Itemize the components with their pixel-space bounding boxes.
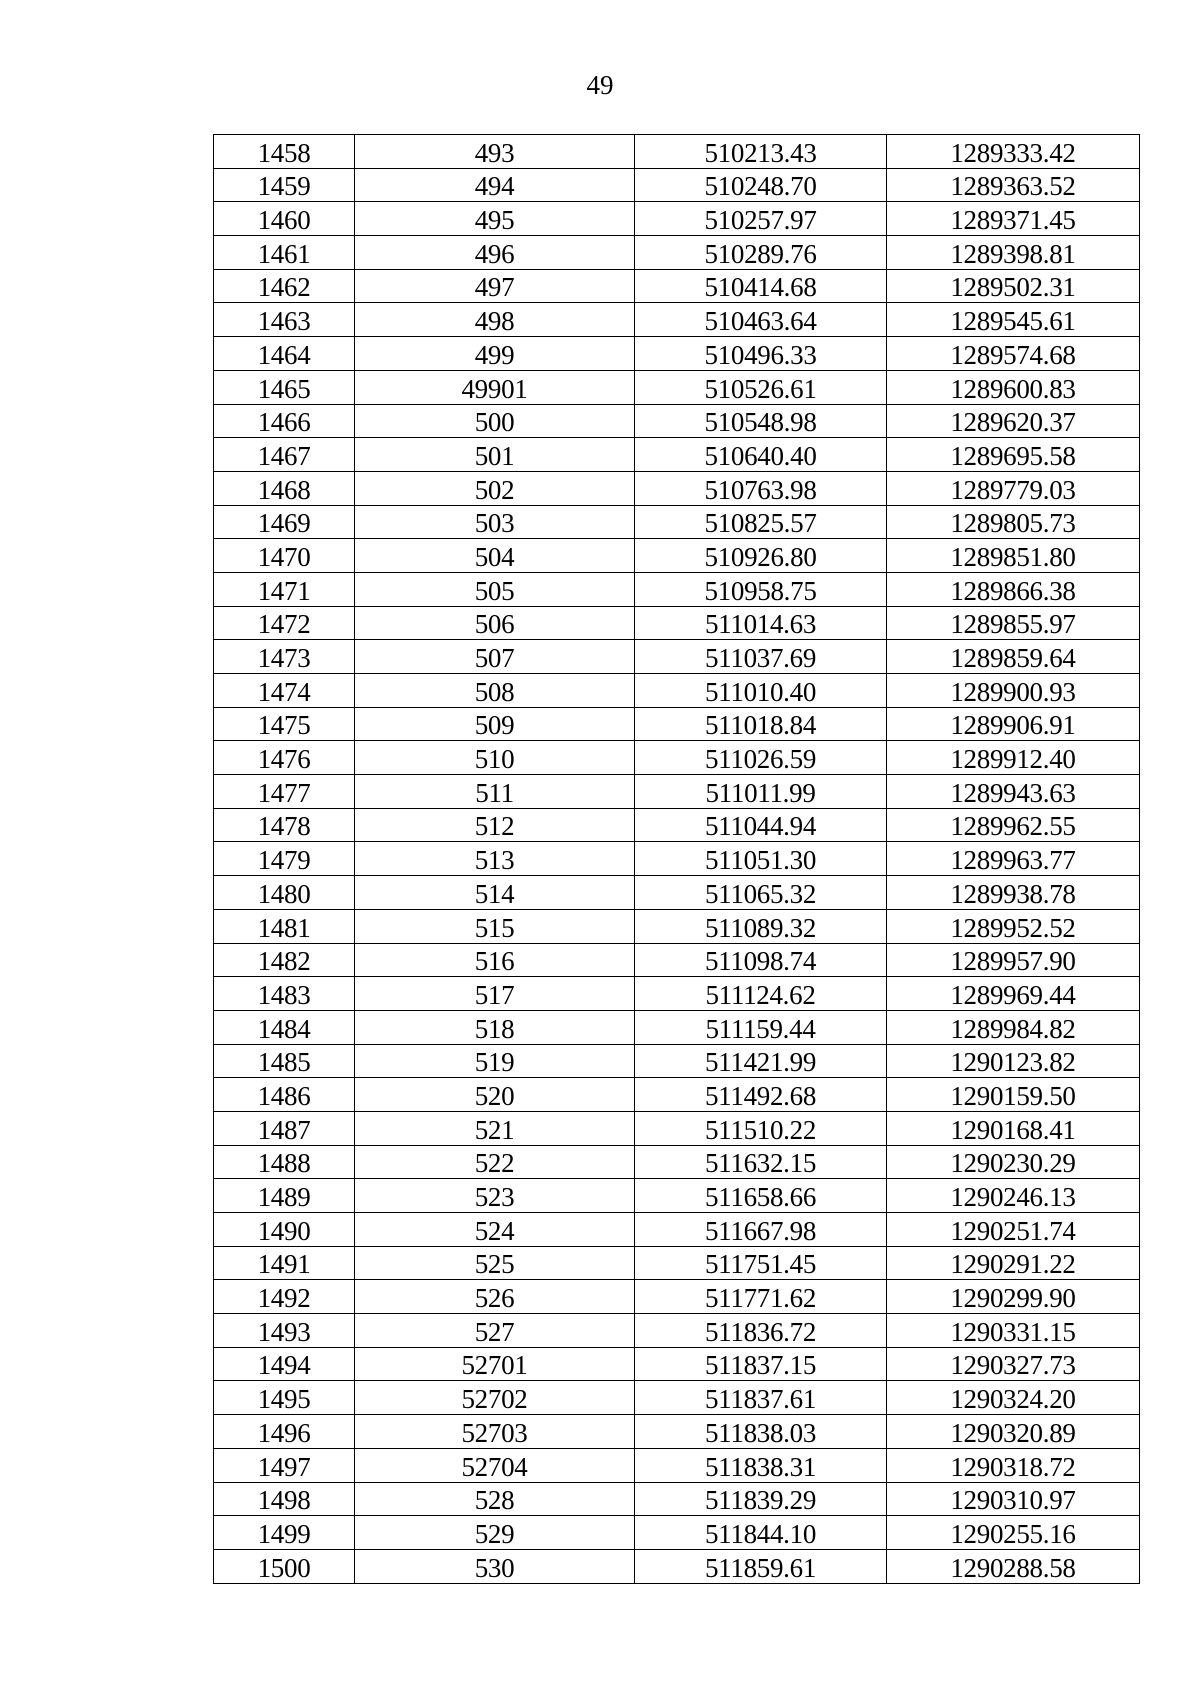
row-number-cell: 1465 <box>214 370 355 404</box>
x-coordinate-cell: 510640.40 <box>635 438 887 472</box>
row-number-cell: 1466 <box>214 404 355 438</box>
point-number-cell: 52703 <box>355 1415 635 1449</box>
table-row <box>214 876 1140 910</box>
row-number-cell: 1488 <box>214 1145 355 1179</box>
table-row <box>214 1280 1140 1314</box>
x-coordinate-cell: 511051.30 <box>635 842 887 876</box>
row-number-cell: 1493 <box>214 1314 355 1348</box>
table-row <box>214 135 1140 169</box>
y-coordinate-cell: 1289912.40 <box>887 741 1140 775</box>
point-number-cell: 501 <box>355 438 635 472</box>
x-coordinate-cell: 511159.44 <box>635 1010 887 1044</box>
y-coordinate-cell: 1290251.74 <box>887 1213 1140 1247</box>
y-coordinate-cell: 1289906.91 <box>887 707 1140 741</box>
table-row <box>214 236 1140 270</box>
y-coordinate-cell: 1289900.93 <box>887 674 1140 708</box>
row-number-cell: 1472 <box>214 606 355 640</box>
table-row <box>214 539 1140 573</box>
row-number-cell: 1496 <box>214 1415 355 1449</box>
point-number-cell: 519 <box>355 1044 635 1078</box>
point-number-cell: 502 <box>355 471 635 505</box>
row-number-cell: 1474 <box>214 674 355 708</box>
x-coordinate-cell: 511839.29 <box>635 1482 887 1516</box>
row-number-cell: 1483 <box>214 977 355 1011</box>
table-row <box>214 1415 1140 1449</box>
row-number-cell: 1480 <box>214 876 355 910</box>
table-row <box>214 1516 1140 1550</box>
y-coordinate-cell: 1289695.58 <box>887 438 1140 472</box>
row-number-cell: 1484 <box>214 1010 355 1044</box>
x-coordinate-cell: 511026.59 <box>635 741 887 775</box>
row-number-cell: 1494 <box>214 1347 355 1381</box>
point-number-cell: 528 <box>355 1482 635 1516</box>
row-number-cell: 1482 <box>214 943 355 977</box>
row-number-cell: 1497 <box>214 1448 355 1482</box>
point-number-cell: 507 <box>355 640 635 674</box>
point-number-cell: 503 <box>355 505 635 539</box>
x-coordinate-cell: 511065.32 <box>635 876 887 910</box>
y-coordinate-cell: 1290291.22 <box>887 1246 1140 1280</box>
y-coordinate-cell: 1289957.90 <box>887 943 1140 977</box>
x-coordinate-cell: 510289.76 <box>635 236 887 270</box>
table-row <box>214 269 1140 303</box>
row-number-cell: 1489 <box>214 1179 355 1213</box>
point-number-cell: 524 <box>355 1213 635 1247</box>
row-number-cell: 1473 <box>214 640 355 674</box>
table-row <box>214 977 1140 1011</box>
x-coordinate-cell: 511844.10 <box>635 1516 887 1550</box>
x-coordinate-cell: 510463.64 <box>635 303 887 337</box>
x-coordinate-cell: 510213.43 <box>635 135 887 169</box>
table-row <box>214 775 1140 809</box>
y-coordinate-cell: 1290310.97 <box>887 1482 1140 1516</box>
x-coordinate-cell: 510958.75 <box>635 572 887 606</box>
x-coordinate-cell: 511838.03 <box>635 1415 887 1449</box>
y-coordinate-cell: 1289333.42 <box>887 135 1140 169</box>
point-number-cell: 511 <box>355 775 635 809</box>
point-number-cell: 498 <box>355 303 635 337</box>
x-coordinate-cell: 511632.15 <box>635 1145 887 1179</box>
table-row <box>214 438 1140 472</box>
x-coordinate-cell: 510248.70 <box>635 168 887 202</box>
point-number-cell: 494 <box>355 168 635 202</box>
x-coordinate-cell: 511771.62 <box>635 1280 887 1314</box>
table-row <box>214 943 1140 977</box>
y-coordinate-cell: 1289859.64 <box>887 640 1140 674</box>
table-row <box>214 1246 1140 1280</box>
x-coordinate-cell: 510526.61 <box>635 370 887 404</box>
point-number-cell: 512 <box>355 808 635 842</box>
x-coordinate-cell: 511667.98 <box>635 1213 887 1247</box>
x-coordinate-cell: 511658.66 <box>635 1179 887 1213</box>
table-row <box>214 1213 1140 1247</box>
x-coordinate-cell: 511492.68 <box>635 1078 887 1112</box>
y-coordinate-cell: 1290331.15 <box>887 1314 1140 1348</box>
table-row <box>214 1111 1140 1145</box>
row-number-cell: 1490 <box>214 1213 355 1247</box>
x-coordinate-cell: 511836.72 <box>635 1314 887 1348</box>
table-row <box>214 337 1140 371</box>
y-coordinate-cell: 1289943.63 <box>887 775 1140 809</box>
row-number-cell: 1467 <box>214 438 355 472</box>
y-coordinate-cell: 1290288.58 <box>887 1549 1140 1583</box>
row-number-cell: 1460 <box>214 202 355 236</box>
y-coordinate-cell: 1289620.37 <box>887 404 1140 438</box>
x-coordinate-cell: 511089.32 <box>635 909 887 943</box>
row-number-cell: 1481 <box>214 909 355 943</box>
point-number-cell: 509 <box>355 707 635 741</box>
point-number-cell: 513 <box>355 842 635 876</box>
y-coordinate-cell: 1290168.41 <box>887 1111 1140 1145</box>
point-number-cell: 510 <box>355 741 635 775</box>
row-number-cell: 1495 <box>214 1381 355 1415</box>
row-number-cell: 1464 <box>214 337 355 371</box>
x-coordinate-cell: 511044.94 <box>635 808 887 842</box>
point-number-cell: 529 <box>355 1516 635 1550</box>
table-row <box>214 168 1140 202</box>
point-number-cell: 493 <box>355 135 635 169</box>
y-coordinate-cell: 1290320.89 <box>887 1415 1140 1449</box>
row-number-cell: 1463 <box>214 303 355 337</box>
y-coordinate-cell: 1290318.72 <box>887 1448 1140 1482</box>
y-coordinate-cell: 1290230.29 <box>887 1145 1140 1179</box>
table-row <box>214 1448 1140 1482</box>
point-number-cell: 504 <box>355 539 635 573</box>
point-number-cell: 506 <box>355 606 635 640</box>
y-coordinate-cell: 1289545.61 <box>887 303 1140 337</box>
table-row <box>214 909 1140 943</box>
point-number-cell: 530 <box>355 1549 635 1583</box>
point-number-cell: 521 <box>355 1111 635 1145</box>
x-coordinate-cell: 511751.45 <box>635 1246 887 1280</box>
row-number-cell: 1492 <box>214 1280 355 1314</box>
point-number-cell: 514 <box>355 876 635 910</box>
x-coordinate-cell: 511037.69 <box>635 640 887 674</box>
table-row <box>214 1078 1140 1112</box>
page-number: 49 <box>586 70 614 100</box>
row-number-cell: 1471 <box>214 572 355 606</box>
table-row <box>214 471 1140 505</box>
x-coordinate-cell: 510414.68 <box>635 269 887 303</box>
x-coordinate-cell: 510926.80 <box>635 539 887 573</box>
table-row <box>214 1381 1140 1415</box>
table-row <box>214 1010 1140 1044</box>
y-coordinate-cell: 1289938.78 <box>887 876 1140 910</box>
row-number-cell: 1479 <box>214 842 355 876</box>
table-row <box>214 741 1140 775</box>
point-number-cell: 508 <box>355 674 635 708</box>
table-row <box>214 1549 1140 1583</box>
row-number-cell: 1458 <box>214 135 355 169</box>
y-coordinate-cell: 1289851.80 <box>887 539 1140 573</box>
x-coordinate-cell: 510496.33 <box>635 337 887 371</box>
point-number-cell: 495 <box>355 202 635 236</box>
x-coordinate-cell: 511837.15 <box>635 1347 887 1381</box>
point-number-cell: 518 <box>355 1010 635 1044</box>
y-coordinate-cell: 1290159.50 <box>887 1078 1140 1112</box>
y-coordinate-cell: 1290324.20 <box>887 1381 1140 1415</box>
table-row <box>214 1482 1140 1516</box>
x-coordinate-cell: 511014.63 <box>635 606 887 640</box>
point-number-cell: 49901 <box>355 370 635 404</box>
table-row <box>214 1044 1140 1078</box>
table-row <box>214 808 1140 842</box>
row-number-cell: 1475 <box>214 707 355 741</box>
row-number-cell: 1500 <box>214 1549 355 1583</box>
y-coordinate-cell: 1289866.38 <box>887 572 1140 606</box>
y-coordinate-cell: 1290123.82 <box>887 1044 1140 1078</box>
row-number-cell: 1478 <box>214 808 355 842</box>
row-number-cell: 1486 <box>214 1078 355 1112</box>
point-number-cell: 496 <box>355 236 635 270</box>
row-number-cell: 1499 <box>214 1516 355 1550</box>
table-row <box>214 606 1140 640</box>
table-row <box>214 1347 1140 1381</box>
point-number-cell: 527 <box>355 1314 635 1348</box>
x-coordinate-cell: 511421.99 <box>635 1044 887 1078</box>
table-row <box>214 505 1140 539</box>
x-coordinate-cell: 511859.61 <box>635 1549 887 1583</box>
x-coordinate-cell: 510257.97 <box>635 202 887 236</box>
y-coordinate-cell: 1289779.03 <box>887 471 1140 505</box>
row-number-cell: 1498 <box>214 1482 355 1516</box>
point-number-cell: 520 <box>355 1078 635 1112</box>
x-coordinate-cell: 511010.40 <box>635 674 887 708</box>
point-number-cell: 499 <box>355 337 635 371</box>
coordinates-table <box>213 134 1140 1584</box>
x-coordinate-cell: 510763.98 <box>635 471 887 505</box>
row-number-cell: 1461 <box>214 236 355 270</box>
point-number-cell: 517 <box>355 977 635 1011</box>
point-number-cell: 500 <box>355 404 635 438</box>
y-coordinate-cell: 1290299.90 <box>887 1280 1140 1314</box>
y-coordinate-cell: 1290255.16 <box>887 1516 1140 1550</box>
table-row <box>214 674 1140 708</box>
table-row <box>214 1179 1140 1213</box>
point-number-cell: 525 <box>355 1246 635 1280</box>
point-number-cell: 516 <box>355 943 635 977</box>
table-row <box>214 202 1140 236</box>
row-number-cell: 1487 <box>214 1111 355 1145</box>
point-number-cell: 522 <box>355 1145 635 1179</box>
y-coordinate-cell: 1289574.68 <box>887 337 1140 371</box>
row-number-cell: 1469 <box>214 505 355 539</box>
point-number-cell: 523 <box>355 1179 635 1213</box>
x-coordinate-cell: 510825.57 <box>635 505 887 539</box>
point-number-cell: 515 <box>355 909 635 943</box>
y-coordinate-cell: 1289805.73 <box>887 505 1140 539</box>
row-number-cell: 1459 <box>214 168 355 202</box>
point-number-cell: 526 <box>355 1280 635 1314</box>
x-coordinate-cell: 510548.98 <box>635 404 887 438</box>
y-coordinate-cell: 1290327.73 <box>887 1347 1140 1381</box>
table-row <box>214 303 1140 337</box>
row-number-cell: 1485 <box>214 1044 355 1078</box>
x-coordinate-cell: 511011.99 <box>635 775 887 809</box>
y-coordinate-cell: 1289600.83 <box>887 370 1140 404</box>
y-coordinate-cell: 1290246.13 <box>887 1179 1140 1213</box>
row-number-cell: 1468 <box>214 471 355 505</box>
y-coordinate-cell: 1289398.81 <box>887 236 1140 270</box>
y-coordinate-cell: 1289363.52 <box>887 168 1140 202</box>
point-number-cell: 52701 <box>355 1347 635 1381</box>
table-row <box>214 707 1140 741</box>
x-coordinate-cell: 511124.62 <box>635 977 887 1011</box>
x-coordinate-cell: 511838.31 <box>635 1448 887 1482</box>
x-coordinate-cell: 511098.74 <box>635 943 887 977</box>
table-row <box>214 404 1140 438</box>
table-row <box>214 1145 1140 1179</box>
y-coordinate-cell: 1289502.31 <box>887 269 1140 303</box>
x-coordinate-cell: 511837.61 <box>635 1381 887 1415</box>
y-coordinate-cell: 1289371.45 <box>887 202 1140 236</box>
y-coordinate-cell: 1289855.97 <box>887 606 1140 640</box>
table-row <box>214 640 1140 674</box>
row-number-cell: 1470 <box>214 539 355 573</box>
row-number-cell: 1462 <box>214 269 355 303</box>
row-number-cell: 1491 <box>214 1246 355 1280</box>
point-number-cell: 52702 <box>355 1381 635 1415</box>
y-coordinate-cell: 1289963.77 <box>887 842 1140 876</box>
point-number-cell: 505 <box>355 572 635 606</box>
y-coordinate-cell: 1289969.44 <box>887 977 1140 1011</box>
y-coordinate-cell: 1289952.52 <box>887 909 1140 943</box>
coordinates-table-body <box>214 135 1140 1584</box>
x-coordinate-cell: 511018.84 <box>635 707 887 741</box>
x-coordinate-cell: 511510.22 <box>635 1111 887 1145</box>
y-coordinate-cell: 1289984.82 <box>887 1010 1140 1044</box>
row-number-cell: 1477 <box>214 775 355 809</box>
table-row <box>214 842 1140 876</box>
point-number-cell: 52704 <box>355 1448 635 1482</box>
table-row <box>214 1314 1140 1348</box>
row-number-cell: 1476 <box>214 741 355 775</box>
y-coordinate-cell: 1289962.55 <box>887 808 1140 842</box>
point-number-cell: 497 <box>355 269 635 303</box>
table-row <box>214 370 1140 404</box>
table-row <box>214 572 1140 606</box>
